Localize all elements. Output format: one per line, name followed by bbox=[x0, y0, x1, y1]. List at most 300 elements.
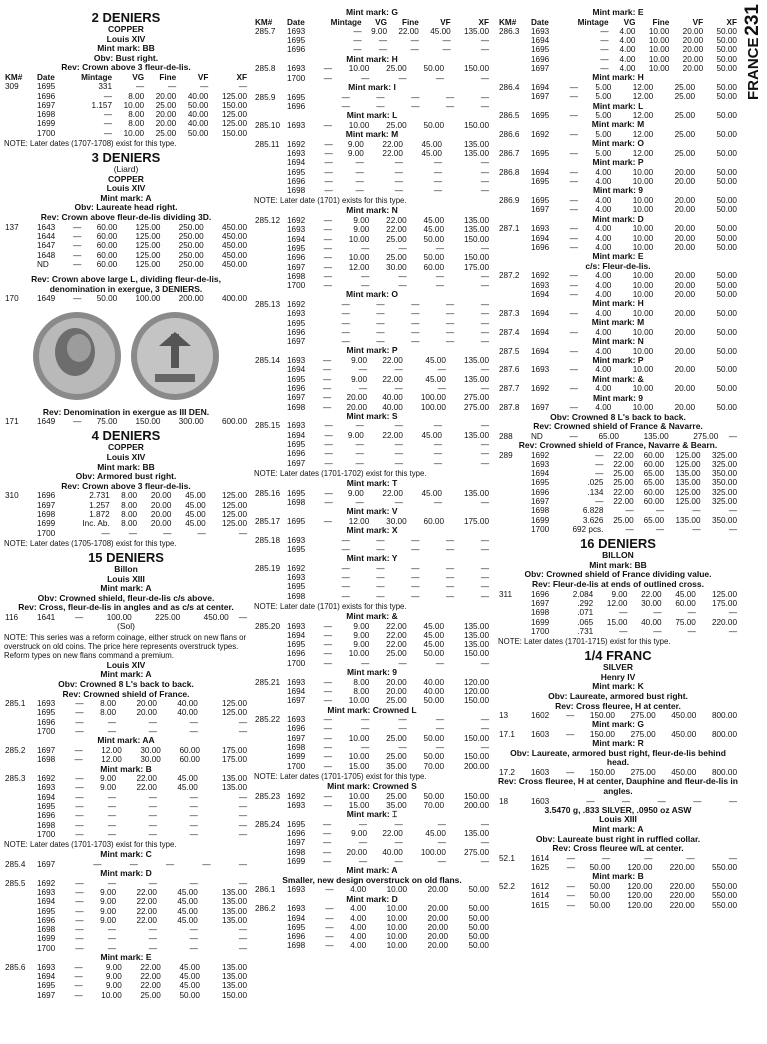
table-cell: 1.257 bbox=[89, 500, 110, 510]
table-cell: 125.00 bbox=[221, 510, 247, 520]
table-cell: 285.2 bbox=[5, 745, 26, 755]
table-cell: — bbox=[189, 792, 198, 802]
column-header: Mintage bbox=[81, 72, 113, 82]
table-cell: 20.00 bbox=[136, 708, 157, 718]
table-cell bbox=[254, 498, 286, 507]
table-row bbox=[254, 715, 490, 724]
table-cell: — bbox=[595, 497, 604, 507]
table-cell: 1695 bbox=[287, 374, 306, 384]
table-cell: 50.00 bbox=[468, 885, 489, 895]
table-cell: — bbox=[480, 658, 489, 668]
table-row bbox=[4, 897, 248, 906]
table-row bbox=[4, 223, 248, 232]
table-cell: 1693 bbox=[287, 356, 306, 366]
table-cell: 1695 bbox=[287, 516, 306, 526]
section-title: 4 DENIERS bbox=[91, 428, 161, 444]
table-cell: 135.00 bbox=[463, 621, 489, 631]
table-cell: 137 bbox=[5, 222, 19, 232]
table-cell bbox=[4, 119, 36, 128]
table-cell: — bbox=[687, 608, 696, 618]
table-cell: 25.00 bbox=[674, 82, 696, 92]
table-cell: — bbox=[148, 934, 157, 944]
table-cell: — bbox=[75, 811, 84, 821]
table-cell bbox=[254, 244, 286, 253]
table-cell bbox=[4, 708, 36, 717]
table-cell: 1695 bbox=[287, 582, 306, 592]
table-cell: — bbox=[323, 262, 332, 272]
table-cell: 35.00 bbox=[386, 761, 407, 771]
table-cell: — bbox=[361, 281, 370, 291]
table-row bbox=[4, 821, 248, 830]
table-cell: — bbox=[569, 82, 578, 92]
table-cell: 285.9 bbox=[255, 92, 276, 102]
table-cell bbox=[254, 848, 286, 857]
table-cell: 1697 bbox=[531, 497, 550, 507]
table-cell: 75.00 bbox=[675, 617, 696, 627]
table-cell bbox=[498, 45, 530, 54]
table-row bbox=[4, 260, 248, 269]
table-cell: — bbox=[480, 101, 489, 111]
table-cell: 10.00 bbox=[386, 932, 408, 942]
table-cell: — bbox=[341, 327, 350, 337]
table-cell: 20.00 bbox=[155, 119, 177, 129]
table-cell: — bbox=[394, 186, 403, 196]
table-cell: — bbox=[435, 658, 445, 668]
table-cell: 50.00 bbox=[423, 649, 445, 659]
table-cell: 1695 bbox=[287, 488, 306, 498]
table-cell bbox=[254, 459, 286, 468]
table-cell: 1694 bbox=[287, 365, 306, 375]
table-cell: 1694 bbox=[531, 289, 550, 299]
table-cell: 12.00 bbox=[348, 516, 370, 526]
table-row bbox=[498, 451, 738, 460]
table-cell: 20.00 bbox=[427, 922, 449, 932]
price-table bbox=[254, 93, 490, 112]
table-cell: — bbox=[74, 745, 83, 755]
table-cell: 135.00 bbox=[221, 783, 247, 793]
table-cell bbox=[498, 92, 530, 101]
table-cell: 60.00 bbox=[96, 222, 118, 232]
table-cell: — bbox=[107, 878, 117, 888]
table-cell: 50.00 bbox=[716, 271, 737, 281]
table-cell: — bbox=[619, 626, 628, 636]
table-cell: — bbox=[355, 158, 364, 168]
table-cell: — bbox=[644, 853, 653, 863]
table-cell: — bbox=[378, 36, 387, 46]
table-cell: 50.00 bbox=[716, 224, 737, 234]
table-cell: — bbox=[435, 243, 445, 253]
table-cell: 1694 bbox=[531, 36, 550, 46]
column-header: VF bbox=[197, 72, 209, 82]
table-cell: 550.00 bbox=[711, 863, 737, 873]
table-cell bbox=[498, 234, 530, 243]
table-cell: 10.00 bbox=[632, 289, 654, 299]
table-cell: 220.00 bbox=[669, 882, 695, 891]
table-cell: — bbox=[394, 838, 403, 848]
table-cell: — bbox=[411, 582, 420, 592]
table-row bbox=[254, 848, 490, 857]
table-row bbox=[254, 421, 490, 430]
price-table bbox=[254, 356, 490, 412]
table-cell: 4.00 bbox=[595, 327, 612, 337]
table-cell: 4.00 bbox=[350, 904, 367, 914]
table-cell: — bbox=[189, 820, 198, 830]
table-cell: 10.00 bbox=[632, 177, 654, 187]
column-header: Fine bbox=[402, 17, 419, 27]
table-cell bbox=[498, 497, 530, 506]
table-cell: — bbox=[692, 506, 701, 516]
price-table bbox=[498, 18, 738, 74]
table-cell: 40.00 bbox=[382, 402, 403, 412]
table-cell: 8.00 bbox=[128, 110, 145, 120]
column-header: Fine bbox=[159, 72, 177, 82]
table-cell bbox=[4, 830, 36, 839]
table-cell: — bbox=[566, 863, 575, 873]
table-cell: — bbox=[355, 440, 364, 450]
table-row bbox=[254, 582, 490, 591]
table-cell: 50.00 bbox=[589, 891, 611, 901]
table-cell: 10.00 bbox=[648, 45, 670, 55]
table-cell: 45.00 bbox=[179, 962, 200, 972]
table-cell: — bbox=[433, 449, 442, 459]
table-cell: — bbox=[586, 796, 595, 806]
table-cell: — bbox=[394, 497, 403, 507]
table-cell: 45.00 bbox=[177, 897, 198, 907]
table-cell: 4.00 bbox=[350, 922, 367, 932]
table-cell: 50.00 bbox=[716, 64, 737, 74]
table-cell: 4.00 bbox=[595, 224, 612, 234]
table-cell: 100.00 bbox=[420, 402, 446, 412]
table-cell: 1698 bbox=[287, 497, 306, 507]
table-cell: — bbox=[566, 882, 575, 891]
table-cell: 50.00 bbox=[423, 733, 445, 743]
table-row bbox=[254, 762, 490, 771]
table-cell: 25.00 bbox=[386, 649, 407, 659]
table-cell: 1697 bbox=[37, 745, 56, 755]
table-row bbox=[498, 36, 738, 45]
table-cell: 8.00 bbox=[121, 500, 138, 510]
mint-mark: Mint mark: P bbox=[592, 157, 644, 168]
table-cell: 8.00 bbox=[121, 491, 138, 501]
table-cell: 10.00 bbox=[348, 696, 370, 706]
table-cell: — bbox=[398, 724, 407, 734]
table-cell: 22.00 bbox=[382, 488, 403, 498]
table-cell: 200.00 bbox=[463, 761, 489, 771]
table-cell: 45.00 bbox=[675, 589, 696, 599]
reverse: Rev: Crown above 3 fleur-de-lis. bbox=[61, 62, 191, 73]
table-cell: 2.084 bbox=[572, 589, 594, 599]
table-cell: — bbox=[165, 859, 175, 869]
ruler: Henry IV bbox=[600, 671, 636, 682]
table-cell: 1700 bbox=[37, 528, 56, 538]
table-cell: 120.00 bbox=[463, 677, 489, 687]
table-cell: 20.00 bbox=[136, 699, 157, 709]
table-cell: 22.00 bbox=[136, 783, 157, 793]
table-cell: — bbox=[323, 383, 332, 393]
table-row bbox=[254, 752, 490, 761]
table-cell: 150.00 bbox=[463, 234, 489, 244]
table-cell: 150.00 bbox=[463, 64, 489, 74]
column-header: VG bbox=[623, 17, 636, 27]
table-cell: — bbox=[189, 943, 198, 953]
table-row bbox=[4, 491, 248, 500]
table-cell: — bbox=[341, 582, 350, 592]
table-cell: 150.00 bbox=[463, 120, 489, 130]
table-cell: 60.00 bbox=[96, 259, 118, 269]
price-table bbox=[254, 536, 490, 555]
table-cell bbox=[498, 55, 530, 64]
table-cell: 4.00 bbox=[350, 941, 367, 951]
table-cell bbox=[254, 932, 286, 941]
table-cell: — bbox=[323, 630, 332, 640]
mint-mark: Mint mark: N bbox=[346, 205, 398, 216]
table-cell: 135.00 bbox=[221, 962, 247, 972]
table-cell: — bbox=[324, 458, 333, 468]
price-table bbox=[254, 564, 490, 601]
table-cell: 550.00 bbox=[711, 882, 737, 891]
table-cell bbox=[254, 431, 286, 440]
table-cell: 22.00 bbox=[382, 139, 403, 149]
table-cell: — bbox=[324, 430, 333, 440]
section-title: 15 DENIERS bbox=[88, 549, 164, 565]
table-cell: 287.6 bbox=[499, 365, 520, 375]
table-cell: 9.00 bbox=[351, 356, 368, 366]
note: NOTE: Later date (1701) exists for this type. bbox=[254, 601, 407, 611]
table-cell: — bbox=[569, 431, 578, 441]
table-cell: 4.00 bbox=[595, 289, 612, 299]
table-cell: 22.00 bbox=[140, 981, 161, 991]
table-cell bbox=[498, 516, 530, 525]
table-cell bbox=[254, 440, 286, 449]
price-table bbox=[254, 792, 490, 811]
table-cell: 1695 bbox=[37, 981, 56, 991]
table-cell: 200.00 bbox=[178, 294, 204, 304]
table-cell: 20.00 bbox=[674, 403, 696, 413]
table-cell: 45.00 bbox=[177, 915, 198, 925]
table-cell: — bbox=[376, 563, 385, 573]
table-cell: 50.00 bbox=[187, 100, 209, 110]
table-cell: 1694 bbox=[531, 82, 550, 92]
table-cell: 50.00 bbox=[716, 148, 737, 158]
table-cell: 1693 bbox=[287, 64, 306, 74]
table-cell: — bbox=[569, 271, 578, 281]
table-cell: 170 bbox=[5, 294, 19, 304]
table-cell: 135.00 bbox=[643, 431, 669, 441]
table-row bbox=[4, 907, 248, 916]
obverse: Obv: Crowned 8 L's back to back. bbox=[550, 411, 686, 422]
table-cell: — bbox=[411, 327, 420, 337]
column-header: Mintage bbox=[577, 17, 609, 27]
table-cell: 9.00 bbox=[100, 774, 117, 784]
table-cell: — bbox=[73, 417, 82, 427]
table-cell: — bbox=[323, 281, 332, 291]
table-cell: 10.00 bbox=[632, 384, 654, 394]
table-cell: 1695 bbox=[287, 440, 306, 450]
table-row bbox=[254, 649, 490, 658]
table-cell: — bbox=[323, 271, 332, 281]
table-cell: 135.00 bbox=[463, 828, 489, 838]
table-row bbox=[4, 519, 248, 528]
table-cell: — bbox=[437, 856, 446, 866]
mint-mark: Mint mark: D bbox=[100, 868, 152, 879]
table-cell: 285.1 bbox=[5, 699, 26, 709]
table-cell: — bbox=[480, 724, 489, 734]
table-cell: 20.00 bbox=[155, 91, 177, 101]
table-cell: 1696 bbox=[37, 811, 56, 821]
table-row bbox=[254, 319, 490, 328]
table-cell: — bbox=[324, 421, 333, 431]
table-cell: 1694 bbox=[287, 686, 306, 696]
table-row bbox=[498, 627, 738, 636]
table-cell: — bbox=[148, 802, 157, 812]
price-table bbox=[254, 216, 490, 290]
table-cell: — bbox=[433, 440, 442, 450]
table-cell: 1649 bbox=[37, 294, 56, 304]
table-cell: 50.00 bbox=[716, 111, 737, 121]
table-cell: — bbox=[480, 591, 489, 601]
table-cell: 22.00 bbox=[140, 971, 161, 981]
table-cell: — bbox=[238, 82, 247, 92]
table-cell: — bbox=[411, 92, 420, 102]
table-cell: — bbox=[569, 280, 578, 290]
table-cell: 1698 bbox=[37, 820, 56, 830]
table-row bbox=[4, 417, 248, 426]
mint-mark: Mint mark: H bbox=[346, 53, 398, 64]
table-cell: 9.00 bbox=[100, 897, 117, 907]
table-cell: 1696 bbox=[287, 724, 306, 734]
table-cell: 1697 bbox=[531, 64, 550, 74]
table-row bbox=[254, 459, 490, 468]
table-cell: 1697 bbox=[531, 403, 550, 413]
table-cell: 60.00 bbox=[675, 598, 696, 608]
table-cell: — bbox=[480, 421, 489, 431]
table-cell: — bbox=[625, 506, 634, 516]
table-cell: 1602 bbox=[531, 711, 550, 721]
table-cell: 17.1 bbox=[499, 729, 515, 739]
table-cell: 1695 bbox=[37, 82, 56, 92]
table-cell: — bbox=[74, 990, 83, 1000]
table-cell: 45.00 bbox=[423, 225, 445, 235]
price-table bbox=[4, 417, 248, 426]
table-cell bbox=[254, 659, 286, 668]
table-cell: — bbox=[163, 528, 172, 538]
table-cell: 1698 bbox=[287, 402, 306, 412]
table-cell: — bbox=[398, 281, 407, 291]
mint-mark: Mint mark: A bbox=[100, 669, 152, 680]
table-cell bbox=[254, 225, 286, 234]
table-cell: 286.9 bbox=[499, 196, 520, 206]
table-cell: 50.00 bbox=[716, 327, 737, 337]
table-cell: — bbox=[75, 829, 84, 839]
table-cell: 4.00 bbox=[595, 384, 612, 394]
table-cell: — bbox=[75, 887, 84, 897]
table-cell: 1699 bbox=[287, 752, 306, 762]
table-cell: 1698 bbox=[287, 186, 306, 196]
table-cell: — bbox=[107, 943, 117, 953]
table-cell: — bbox=[411, 318, 420, 328]
table-cell: 1696 bbox=[287, 649, 306, 659]
table-cell: 1.157 bbox=[91, 100, 113, 110]
table-cell: 45.00 bbox=[177, 887, 198, 897]
table-cell: 50.00 bbox=[468, 922, 489, 932]
table-row bbox=[4, 811, 248, 820]
table-cell: — bbox=[569, 346, 578, 356]
price-table bbox=[4, 746, 248, 765]
table-cell: 4.00 bbox=[619, 26, 636, 36]
table-cell: 1693 bbox=[287, 885, 306, 895]
table-cell bbox=[254, 365, 286, 374]
table-cell: 45.00 bbox=[430, 26, 451, 36]
table-cell: — bbox=[361, 743, 370, 753]
mint-mark: Mint mark: O bbox=[592, 138, 644, 149]
table-cell: — bbox=[341, 101, 350, 111]
column-header: KM# bbox=[5, 72, 23, 82]
table-cell: 1700 bbox=[37, 943, 56, 953]
table-cell: 250.00 bbox=[178, 222, 204, 232]
mint-mark: Mint mark: & bbox=[592, 373, 644, 384]
table-cell: 175.00 bbox=[221, 745, 247, 755]
table-row bbox=[4, 110, 248, 119]
table-cell: — bbox=[433, 186, 442, 196]
table-cell: 50.00 bbox=[716, 365, 737, 375]
table-cell: — bbox=[480, 299, 489, 309]
table-row bbox=[254, 678, 490, 687]
table-cell: 40.00 bbox=[382, 847, 403, 857]
table-cell: — bbox=[323, 847, 332, 857]
table-cell: 1694 bbox=[287, 630, 306, 640]
table-cell: — bbox=[692, 524, 701, 534]
table-cell: 4.00 bbox=[619, 36, 636, 46]
table-cell: — bbox=[189, 811, 198, 821]
table-cell bbox=[254, 743, 286, 752]
section-title: 1/4 FRANC bbox=[584, 648, 652, 664]
table-row bbox=[4, 718, 248, 727]
table-cell: 275.00 bbox=[463, 847, 489, 857]
table-cell: — bbox=[655, 524, 665, 534]
table-cell: 1700 bbox=[287, 658, 306, 668]
table-cell: — bbox=[73, 294, 82, 304]
table-cell: 285.23 bbox=[255, 791, 281, 801]
table-cell: — bbox=[394, 421, 403, 431]
table-row bbox=[498, 901, 738, 910]
price-table bbox=[254, 140, 490, 196]
table-row bbox=[498, 460, 738, 469]
table-cell: 120.00 bbox=[463, 686, 489, 696]
table-cell: — bbox=[238, 878, 247, 888]
table-cell: 1648 bbox=[37, 250, 56, 260]
price-table bbox=[498, 196, 738, 215]
table-row bbox=[254, 829, 490, 838]
table-cell: — bbox=[435, 281, 445, 291]
table-cell: 285.17 bbox=[255, 516, 281, 526]
table-cell: 30.00 bbox=[386, 516, 407, 526]
table-cell: — bbox=[341, 337, 350, 347]
table-cell: 50.00 bbox=[589, 882, 611, 891]
table-cell: 1697 bbox=[37, 990, 56, 1000]
table-cell: — bbox=[569, 224, 578, 234]
table-cell bbox=[4, 783, 36, 792]
table-cell: 125.00 bbox=[675, 497, 701, 507]
table-cell: 45.00 bbox=[425, 828, 446, 838]
table-cell: 20.00 bbox=[674, 289, 696, 299]
table-cell: 45.00 bbox=[423, 216, 445, 226]
table-cell: — bbox=[325, 941, 334, 951]
table-cell: — bbox=[437, 365, 446, 375]
table-cell: 125.00 bbox=[221, 519, 247, 529]
mint-mark: Mint mark: A bbox=[100, 192, 152, 203]
mint-mark: Mint mark: A bbox=[592, 824, 644, 835]
table-cell: 8.00 bbox=[353, 677, 370, 687]
